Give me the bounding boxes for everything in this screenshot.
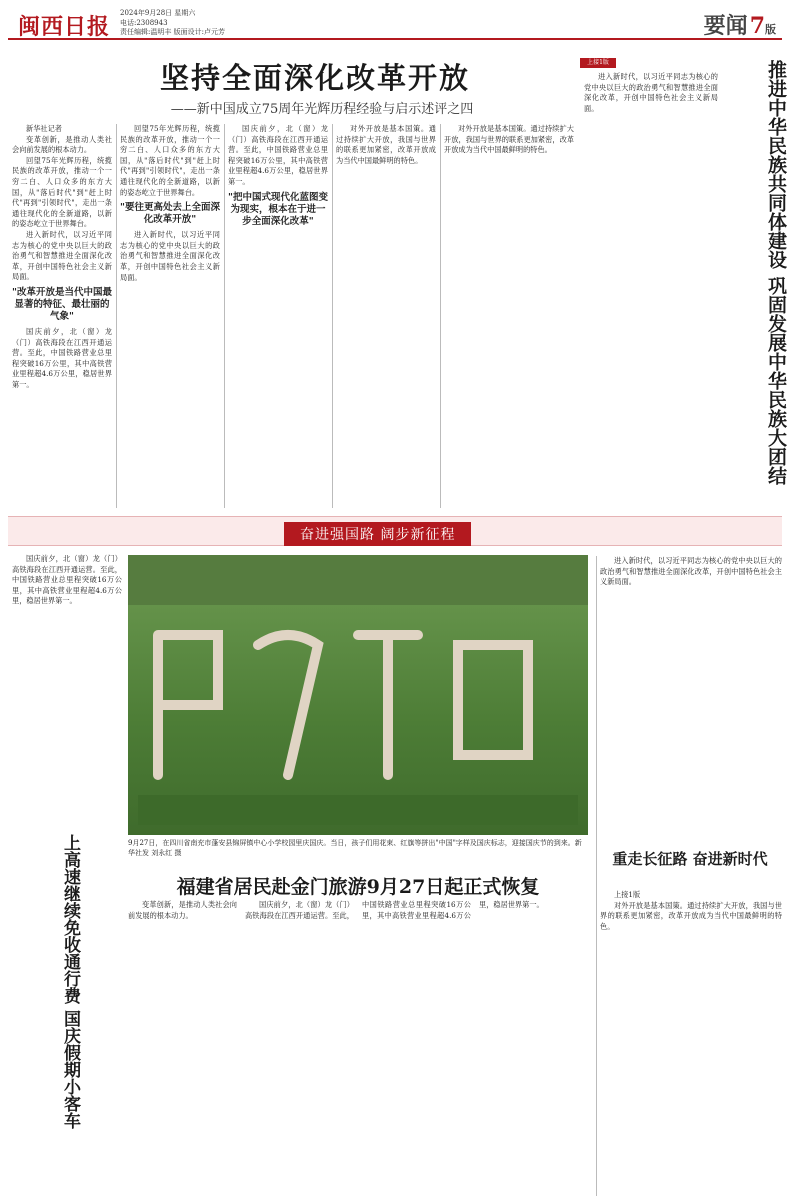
para: 对外开放是基本国策。通过持续扩大开放，我国与世界的联系更加紧密，改革开放成为当代中国最鲜明的特色。 bbox=[600, 900, 782, 931]
phone: 电话:2308943 bbox=[120, 18, 168, 27]
right-headline-2: 重走长征路 奋进新时代 bbox=[612, 850, 768, 868]
para: 回望75年光辉历程，统揽民族的改革开放，推动一个一穷二白、人口众多的东方大国，从"落后时代"到"赶上时代"再到"引领时代"，走出一条通往现代化的全新道路，以新的姿态屹立于世界舞台。 bbox=[120, 124, 220, 197]
left-article bbox=[12, 554, 122, 1194]
para: 进入新时代，以习近平同志为核心的党中央以巨大的政治勇气和智慧推进全面深化改革，开创中国特色社会主义新局面。 bbox=[120, 230, 220, 282]
divider bbox=[116, 124, 117, 508]
masthead bbox=[8, 6, 782, 40]
divider bbox=[440, 124, 441, 508]
byline: 新华社记者 bbox=[26, 124, 62, 133]
left-headline: 上高速继续免收通行费 国庆假期小客车 bbox=[60, 834, 80, 1129]
right-article bbox=[584, 72, 718, 512]
para: 进入新时代，以习近平同志为核心的党中央以巨大的政治勇气和智慧推进全面深化改革，开创中国特色社会主义新局面。 bbox=[600, 556, 782, 587]
para: 国庆前夕，北（窗）龙（门）高铁海段在江西开通运营。至此，中国铁路营业总里程突破16万公里，其中高铁营业里程超4.6万公里，稳居世界第一。 bbox=[12, 554, 122, 606]
editor: 责任编辑:温明丰 版面设计:卢元芳 bbox=[120, 28, 225, 36]
para: 国庆前夕，北（窗）龙（门）高铁海段在江西开通运营。至此，中国铁路营业总里程突破16万公里，其中高铁营业里程超4.6万公里，稳居世界第一。 bbox=[228, 124, 328, 186]
divider bbox=[224, 124, 225, 508]
bottom-headline: 福建省居民赴金门旅游9月27日起正式恢复 bbox=[176, 876, 540, 898]
main-headline: 坚持全面深化改革开放 bbox=[159, 61, 470, 95]
continued-tag: 上接1版 bbox=[580, 58, 616, 68]
article-col-2 bbox=[120, 124, 220, 508]
slogan: 奋进强国路 阔步新征程 bbox=[284, 522, 471, 546]
para: 进入新时代，以习近平同志为核心的党中央以巨大的政治勇气和智慧推进全面深化改革，开创中国特色社会主义新局面。 bbox=[584, 72, 718, 113]
para: 变革创新，是推动人类社会向前发展的根本动力。 bbox=[12, 134, 112, 155]
paper-logo: 闽西日报 bbox=[18, 14, 111, 40]
news-photo bbox=[128, 555, 588, 835]
para: 进入新时代，以习近平同志为核心的党中央以巨大的政治勇气和智慧推进全面深化改革，开创中国特色社会主义新局面。 bbox=[12, 229, 112, 282]
para: 对外开放是基本国策。通过持续扩大开放，我国与世界的联系更加紧密，改革开放成为当代中国最鲜明的特色。 bbox=[336, 124, 436, 165]
divider bbox=[332, 124, 333, 508]
right-article-2 bbox=[600, 890, 782, 1194]
main-subtitle: ——新中国成立75周年光辉历程经验与启示述评之四 bbox=[170, 102, 474, 117]
bottom-article bbox=[128, 900, 588, 1194]
issue-date: 2024年9月28日 星期六 bbox=[120, 9, 196, 17]
slogan-band bbox=[8, 516, 782, 546]
para: 回望75年光辉历程，统揽民族的改革开放，推动一个一穷二白、人口众多的东方大国，从"落后时代"到"赶上时代"再到"引领时代"，走出一条通往现代化的全新道路，以新的姿态屹立于世界舞台。 bbox=[12, 155, 112, 229]
right-headline: 推进中华民族共同体建设 巩固发展中华民族大团结 bbox=[765, 60, 787, 485]
continued-tag: 上接1版 bbox=[614, 890, 641, 899]
para: 国庆前夕，北（窗）龙（门）高铁海段在江西开通运营。至此，中国铁路营业总里程突破16万公里，其中高铁营业里程超4.6万公里，稳居世界第一。 bbox=[12, 326, 112, 389]
section-heading: "改革开放是当代中国最显著的特征、最壮丽的气象" bbox=[12, 286, 112, 322]
para: 变革创新，是推动人类社会向前发展的根本动力。 bbox=[128, 900, 237, 920]
section-heading: "要往更高处去上全面深化改革开放" bbox=[120, 202, 220, 226]
para: 国庆前夕，北（窗）龙（门）高铁海段在江西开通运营。至此，中国铁路营业总里程突破16万公里，其中高铁营业里程超4.6万公里，稳居世界第一。 bbox=[245, 900, 544, 920]
photo-caption: 9月27日，在四川省南充市蓬安县锦屏镇中心小学校园里庆国庆。当日，孩子们用花束、红旗等拼出"中国"字样及国庆标志，迎接国庆节的到来。新华社发 刘永红 摄 bbox=[128, 839, 582, 857]
article-col-4 bbox=[336, 124, 436, 508]
section-label: 要闻7版 bbox=[703, 13, 776, 39]
article-col-5 bbox=[444, 124, 574, 508]
para: 对外开放是基本国策。通过持续扩大开放，我国与世界的联系更加紧密，改革开放成为当代中国最鲜明的特色。 bbox=[444, 124, 574, 155]
article-col-1 bbox=[12, 124, 112, 508]
divider bbox=[596, 556, 597, 1196]
right-article-cont bbox=[600, 556, 782, 846]
section-heading: "把中国式现代化蓝图变为现实，根本在于进一步全面深化改革" bbox=[228, 191, 328, 227]
masthead-meta bbox=[120, 9, 225, 38]
article-col-3 bbox=[228, 124, 328, 508]
photo-illustration bbox=[128, 555, 588, 835]
